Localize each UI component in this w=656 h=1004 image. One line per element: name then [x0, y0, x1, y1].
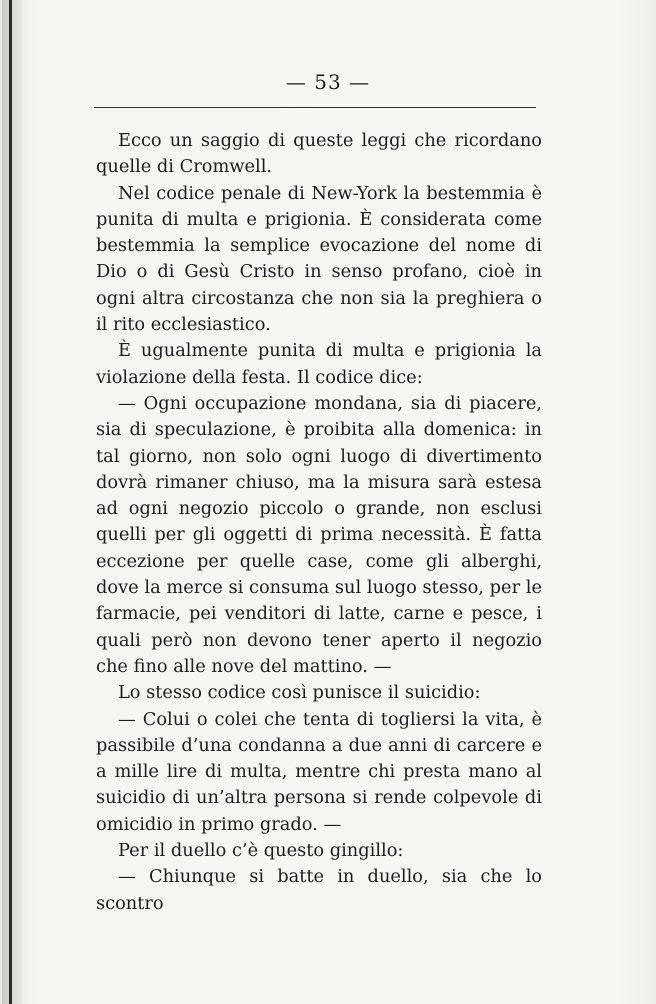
paragraph: — Colui o colei che tenta di togliersi la vita, è passibile d’una condanna a due anni di carcere e a mille lire di multa, mentre chi presta mano al suicidio di un’altra persona si rende colpevole di omicidio in primo grado. —: [96, 708, 542, 835]
header-rule: [94, 107, 536, 108]
paragraph: — Ogni occupazione mondana, sia di piacere, sia di speculazione, è proibita alla domenica: in tal giorno, non solo ogni luogo di divertimento dovrà rimaner chiuso, ma la misura sarà estesa ad ogni negozio piccolo o grande, non esclusi quelli per gli oggetti di prima necessità. È fatta eccezione per quelle case, come gli alberghi, dove la merce si consuma sul luogo stesso, per le farmacie, pei venditori di latte, carne e pesce, i quali però non devono tener aperto il negozio che fino alle nove del mattino. —: [96, 392, 542, 677]
paragraph: Nel codice penale di New-York la bestemmia è punita di multa e prigionia. È considerata come bestemmia la semplice evocazione del nome di Dio o di Gesù Cristo in senso profano, cioè in ogni altra circostanza che non sia la preghiera o il rito ecclesiastico.: [96, 182, 542, 336]
page-number: — 53 —: [285, 70, 371, 94]
paragraph: Lo stesso codice così punisce il suicidio:: [118, 682, 481, 704]
paragraph: Per il duello c’è questo gingillo:: [118, 840, 404, 862]
paragraph: — Chiunque si batte in duello, sia che lo scontro: [96, 866, 542, 914]
body-text: [96, 128, 542, 917]
book-spine: [2, 0, 22, 1004]
paragraph: È ugualmente punita di multa e prigionia la violazione della festa. Il codice dice:: [96, 340, 542, 388]
spine-edge-line: [9, 0, 12, 1004]
paragraph: Ecco un saggio di queste leggi che ricordano quelle di Cromwell.: [96, 130, 542, 178]
